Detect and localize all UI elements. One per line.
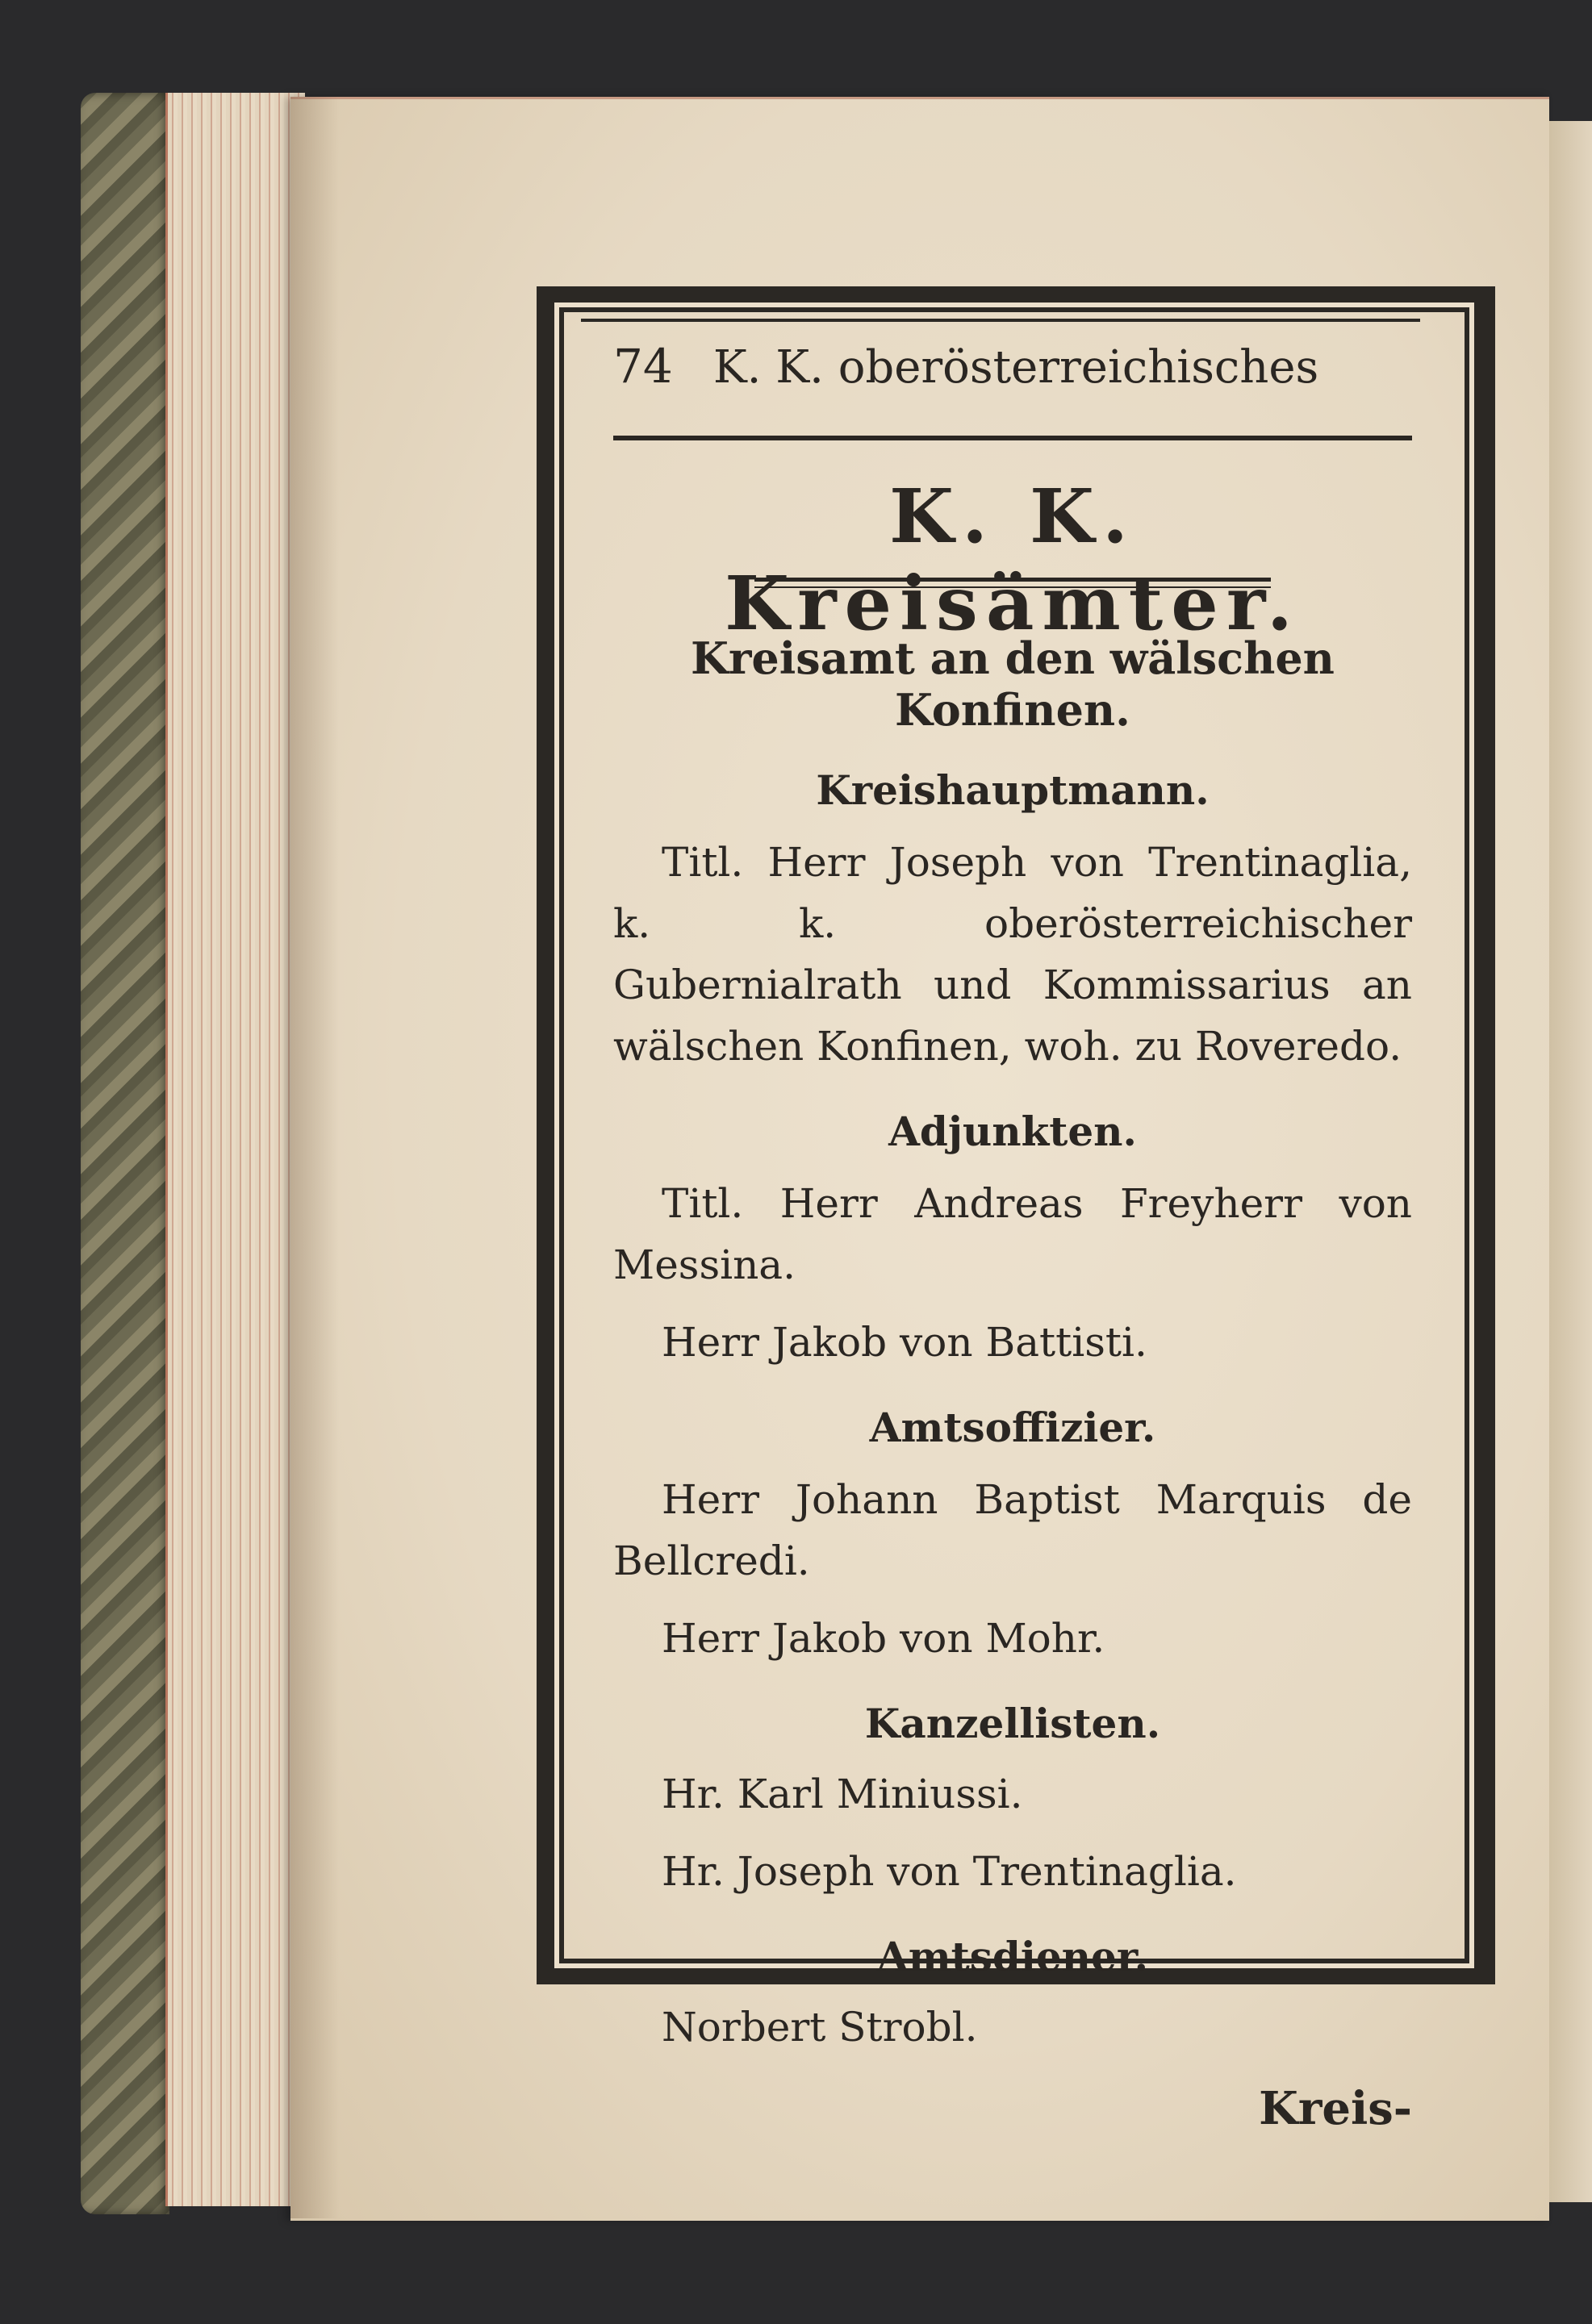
gutter-shadow [290, 97, 339, 2218]
section-heading: Amtsdiener. [876, 1933, 1149, 1980]
book-cover [81, 93, 169, 2214]
entry: Titl. Herr Andreas Freyherr von Messina. [613, 1180, 1412, 1288]
entry: Hr. Karl Miniussi. [662, 1771, 1023, 1817]
page-content [613, 339, 1412, 2135]
facing-page-edge [1549, 121, 1592, 2202]
catchword: Kreis- [1259, 2082, 1412, 2135]
entry: Herr Jakob von Battisti. [662, 1319, 1147, 1366]
frame-inner-rule [581, 319, 1420, 322]
section-heading: Kanzellisten. [864, 1700, 1161, 1747]
section-heading: Adjunkten. [888, 1108, 1137, 1155]
section-heading: Kreishauptmann. [816, 766, 1210, 814]
running-head-text: K. K. oberösterreichisches [712, 341, 1319, 394]
entry: Hr. Joseph von Trentinaglia. [662, 1848, 1237, 1895]
entry: Herr Johann Baptist Marquis de Bellcredi. [613, 1476, 1412, 1584]
section-heading: Amtsoffizier. [869, 1404, 1156, 1451]
entry: Herr Jakob von Mohr. [662, 1615, 1105, 1662]
entry: Titl. Herr Joseph von Trentinaglia, k. k. oberösterreichischer Gubernialrath und Kommissarius an wälschen Konfinen, woh. zu Roveredo. [613, 839, 1412, 1070]
running-head [613, 339, 1412, 428]
page-title: K. K. Kreisämter. [725, 473, 1301, 647]
page-number: 74 [613, 339, 673, 394]
header-rule [613, 436, 1412, 440]
entry: Norbert Strobl. [662, 2004, 978, 2051]
office-heading: Kreisamt an den wälschen Konfinen. [691, 632, 1335, 736]
page-edges [165, 93, 305, 2206]
